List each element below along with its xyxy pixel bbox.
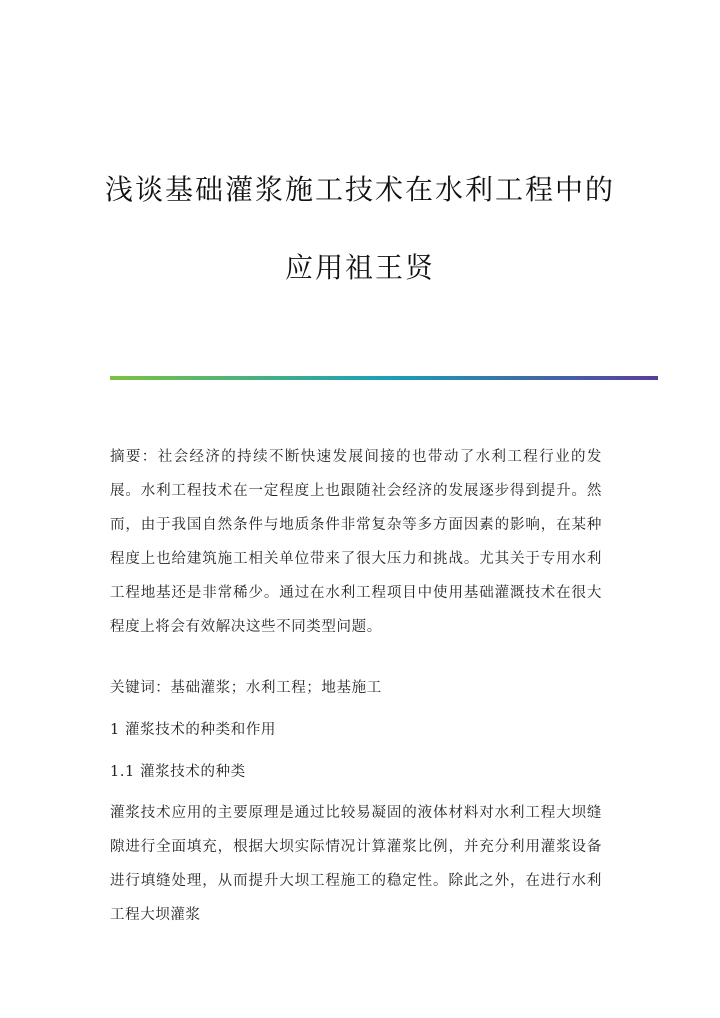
document-title-line-1: 浅谈基础灌浆施工技术在水利工程中的 [104,173,615,206]
section-1-1-paragraph: 灌浆技术应用的主要原理是通过比较易凝固的液体材料对水利工程大坝缝隙进行全面填充，根据大坝实际情况计算灌浆比例，并充分利用灌浆设备进行填缝处理，从而提升大坝工程施工的稳定性。除此之外，在进行水利工程大坝灌浆 [110,805,602,923]
abstract-paragraph: 摘要：社会经济的持续不断快速发展间接的也带动了水利工程行业的发展。水利工程技术在一定程度上也跟随社会经济的发展逐步得到提升。然而，由于我国自然条件与地质条件非常复杂等多方面因素的影响，在某种程度上也给建筑施工相关单位带来了很大压力和挑战。尤其关于专用水利工程地基还是非常稀少。通过在水利工程项目中使用基础灌溉技术在很大程度上将会有效解决这些不同类型问题。 [110,449,602,635]
section-1-1-heading: 1.1 灌浆技术的种类 [110,764,246,780]
keywords-line: 关键词：基础灌浆；水利工程；地基施工 [110,680,382,696]
document-title-line-2: 应用祖王贤 [284,251,435,284]
section-1-heading: 1 灌浆技术的种类和作用 [110,722,277,738]
title-divider-rule [110,376,658,380]
